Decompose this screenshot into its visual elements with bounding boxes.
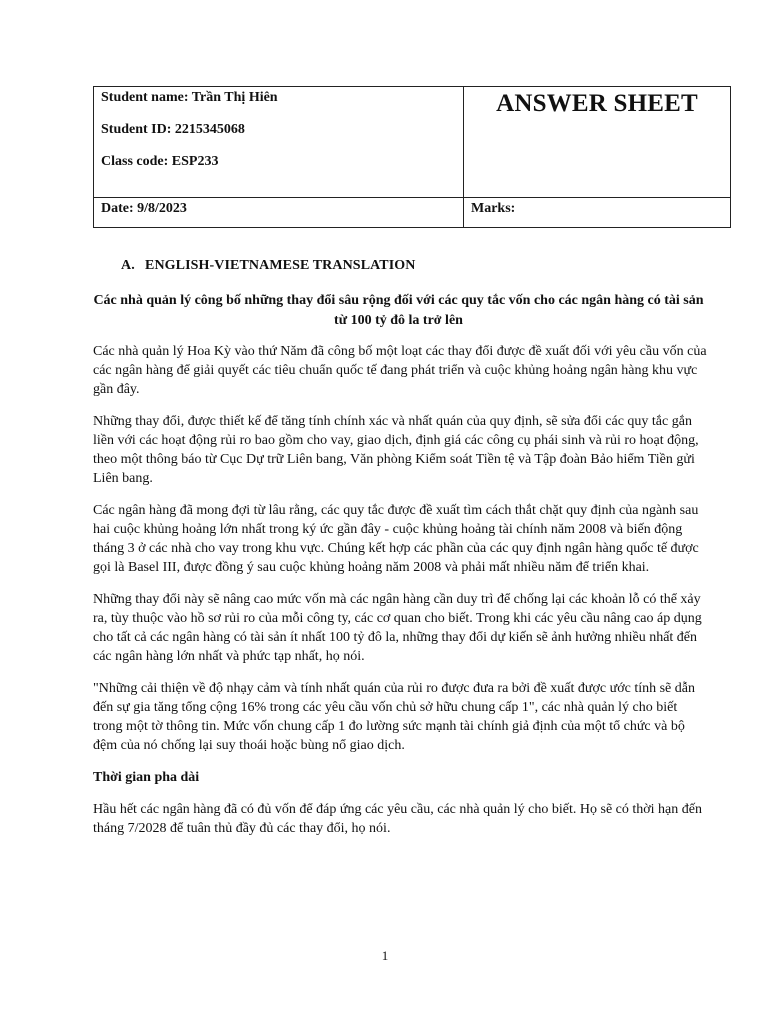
date-label: Date: 9/8/2023 — [101, 200, 187, 216]
paragraph: Những thay đổi này sẽ nâng cao mức vốn mà các ngân hàng cần duy trì để chống lại các khoản lỗ có thể xảy ra, tùy thuộc vào hồ sơ rủi ro của mỗi công ty, các cơ quan cho biết. Trong khi các yêu cầu nâng cao áp dụng cho tất cả các ngân hàng có tài sản ít nhất 100 tỷ đô la, những thay đổi dự kiến sẽ ảnh hưởng nhiều nhất đến các ngân hàng lớn nhất và phức tạp nhất, họ nói. — [93, 592, 702, 664]
article-body — [93, 342, 709, 851]
page-number: 1 — [381, 948, 389, 963]
article-title: Các nhà quản lý công bố những thay đổi sâu rộng đối với các quy tắc vốn cho các ngân hàng có tài sản từ 100 tỷ đô la trở lên — [93, 293, 704, 328]
section-heading — [121, 258, 416, 274]
marks-label: Marks: — [471, 200, 516, 216]
student-name: Student name: Trần Thị Hiên — [101, 90, 278, 105]
paragraph: Các ngân hàng đã mong đợi từ lâu rằng, các quy tắc được đề xuất tìm cách thắt chặt quy định của ngành sau hai cuộc khủng hoảng lớn nhất trong ký ức gần đây - cuộc khủng hoảng tài chính năm 2008 và biến động tháng 3 ở các nhà cho vay trong khu vực. Chúng kết hợp các phần của các quy định ngân hàng quốc tế được gọi là Basel III, được đồng ý sau cuộc khủng hoảng năm 2008 và phải mất nhiều năm để triển khai. — [93, 503, 699, 575]
title-cell — [464, 87, 731, 198]
marks-cell — [464, 198, 731, 228]
section-title: ENGLISH-VIETNAMESE TRANSLATION — [145, 258, 416, 273]
class-code: Class code: ESP233 — [101, 154, 219, 169]
student-info-cell — [94, 87, 464, 198]
student-id: Student ID: 2215345068 — [101, 122, 245, 137]
paragraph: "Những cải thiện về độ nhạy cảm và tính nhất quán của rủi ro được đưa ra bởi đề xuất được ước tính sẽ dẫn đến sự gia tăng tổng cộng 16% trong các yêu cầu vốn chủ sở hữu chung cấp 1", các nhà quản lý cho biết trong một tờ thông tin. Mức vốn chung cấp 1 đo lường sức mạnh tài chính giả định của một tổ chức và bộ đệm của nó chống lại suy thoái hoặc bùng nổ giao dịch. — [93, 681, 695, 753]
section-number: A. — [121, 258, 135, 273]
answer-sheet-title: ANSWER SHEET — [496, 90, 698, 117]
header-table — [93, 86, 731, 228]
date-cell — [94, 198, 464, 228]
paragraph: Những thay đổi, được thiết kế để tăng tính chính xác và nhất quán của quy định, sẽ sửa đổi các quy tắc gắn liền với các hoạt động rủi ro bao gồm cho vay, giao dịch, định giá các công cụ phái sinh và rủi ro hoạt động, theo một thông báo từ Cục Dự trữ Liên bang, Văn phòng Kiểm soát Tiền tệ và Tập đoàn Bảo hiểm Tiền gửi Liên bang. — [93, 414, 699, 486]
paragraph: Hầu hết các ngân hàng đã có đủ vốn để đáp ứng các yêu cầu, các nhà quản lý cho biết. Họ sẽ có thời hạn đến tháng 7/2028 để tuân thủ đầy đủ các thay đổi, họ nói. — [93, 802, 702, 836]
paragraph: Các nhà quản lý Hoa Kỳ vào thứ Năm đã công bố một loạt các thay đổi được đề xuất đối với yêu cầu vốn của các ngân hàng để giải quyết các tiêu chuẩn quốc tế đang phát triển và cuộc khủng hoảng ngân hàng khu vực gần đây. — [93, 344, 707, 397]
article-subheading: Thời gian pha dài — [93, 770, 200, 785]
